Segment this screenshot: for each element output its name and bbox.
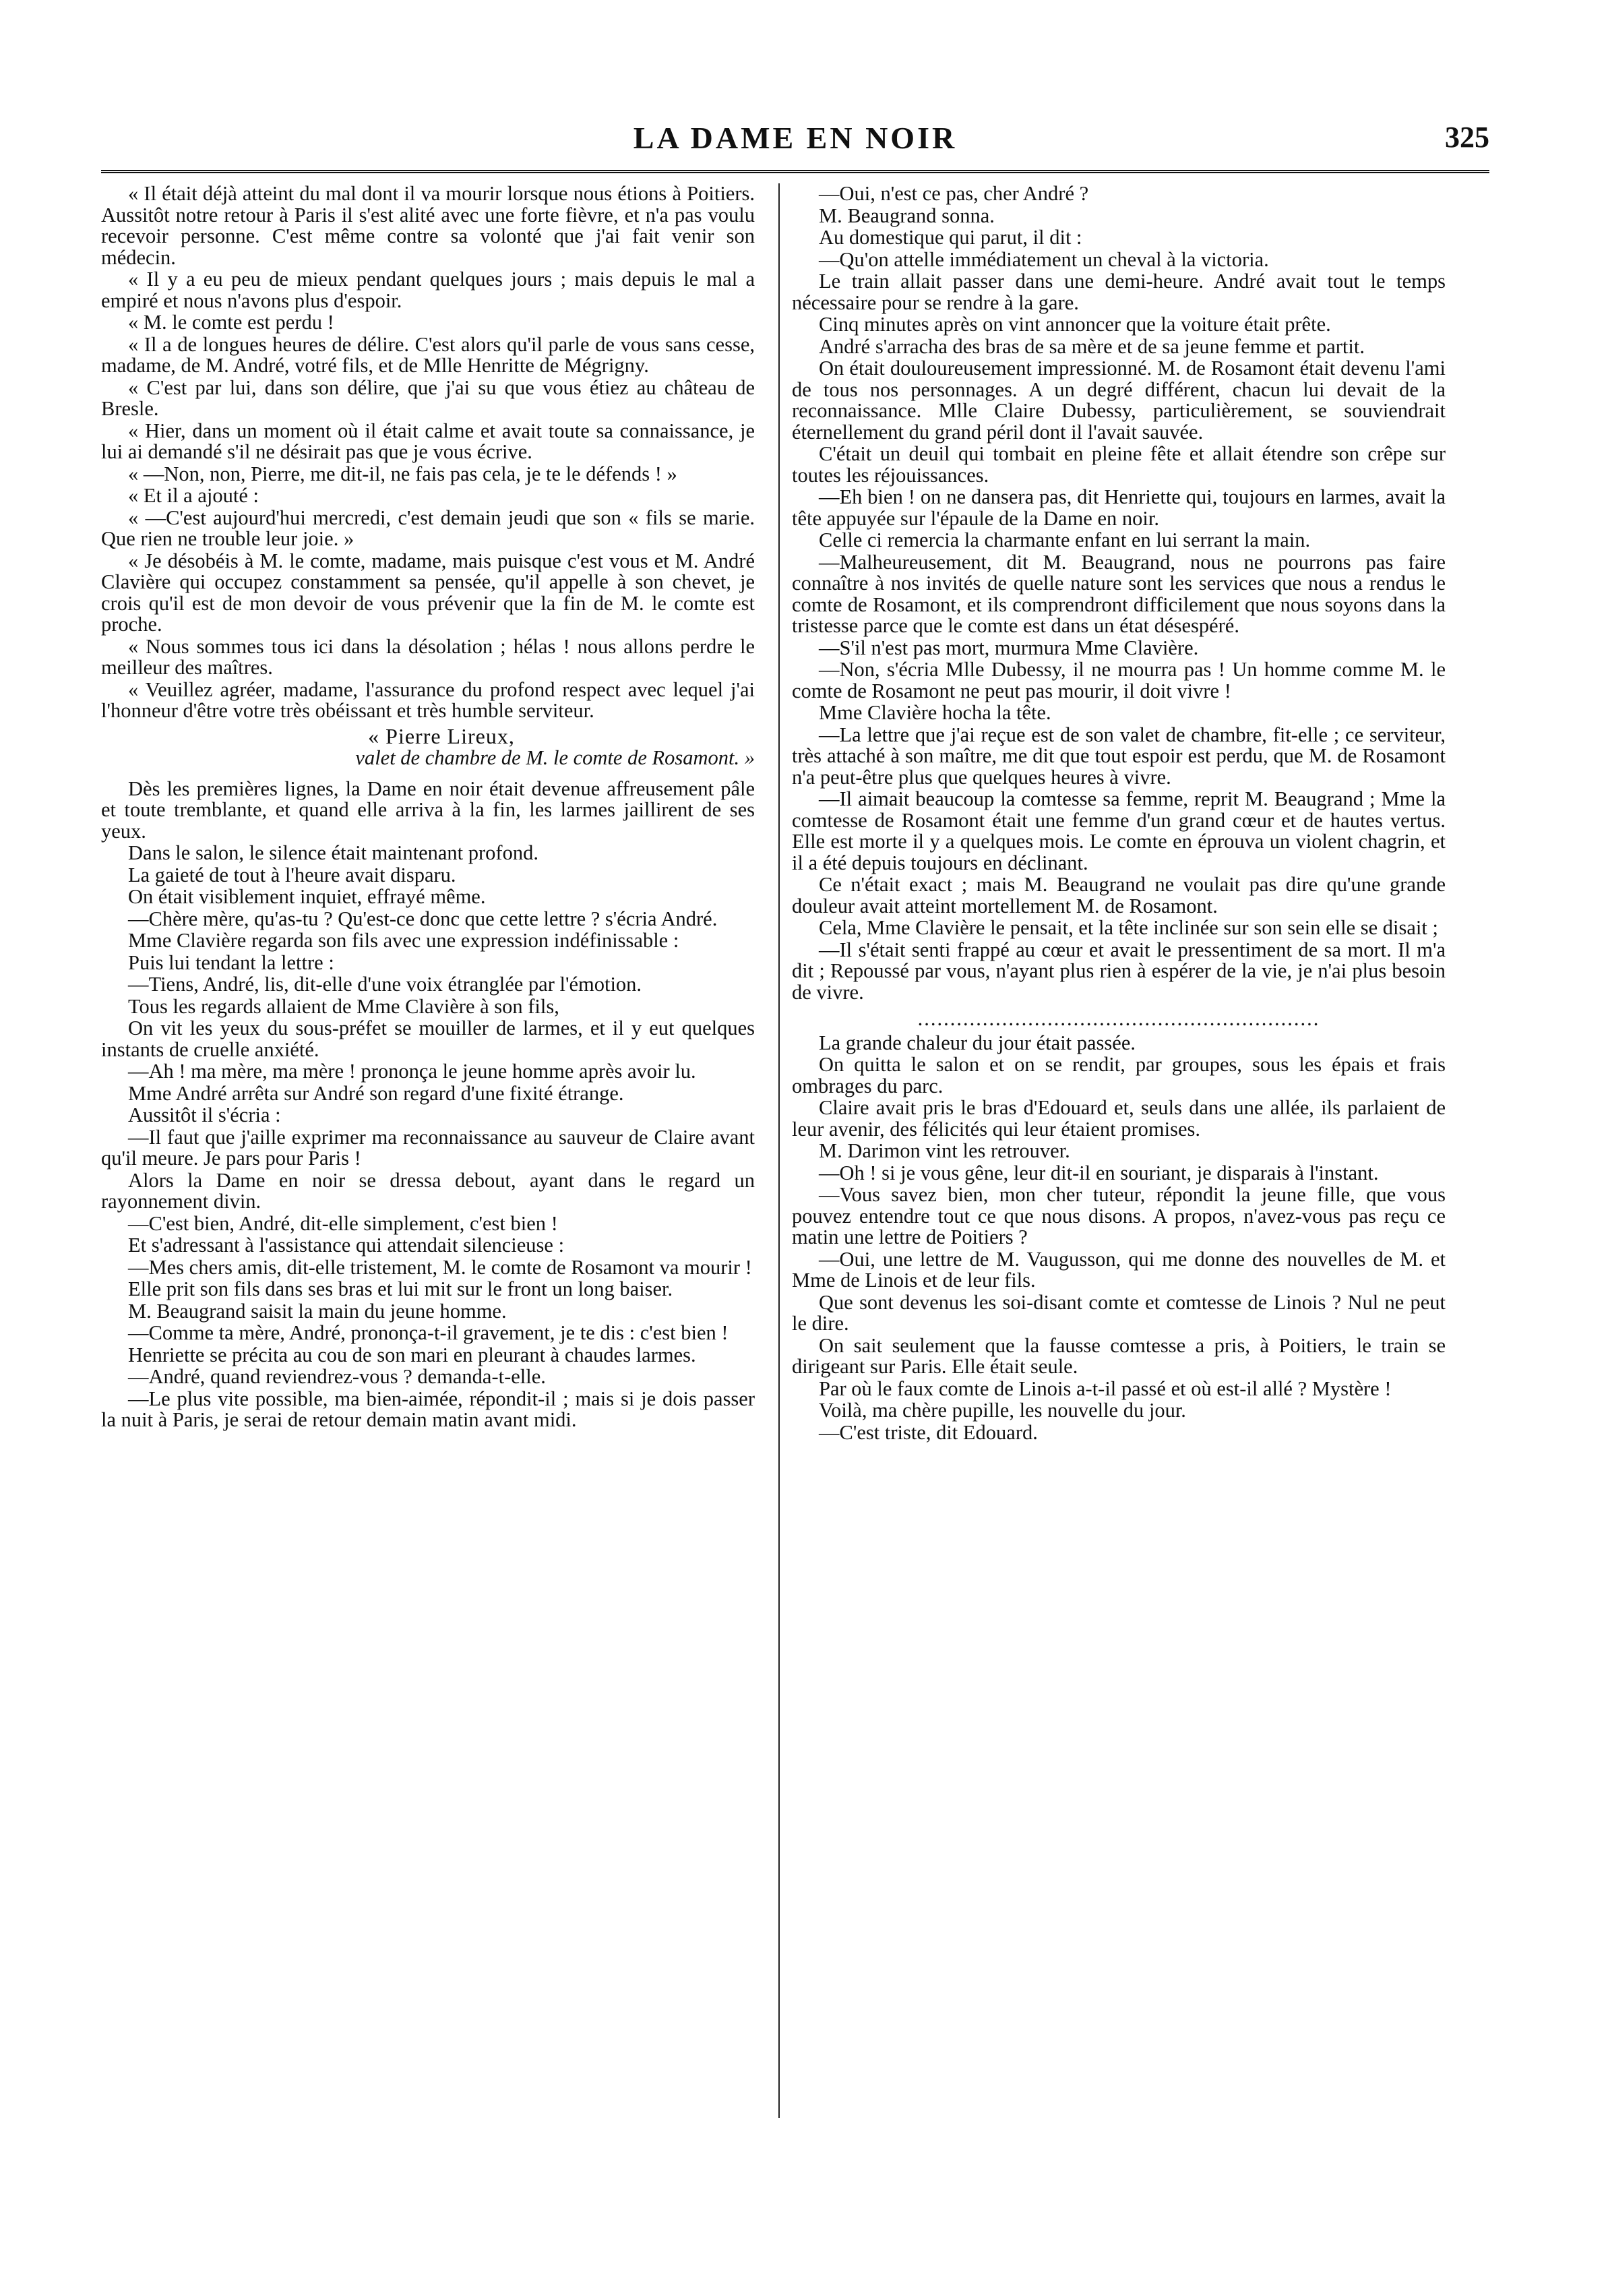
paragraph: —C'est bien, André, dit-elle simplement, c'est bien !	[128, 1211, 558, 1235]
paragraph: —Oh ! si je vous gêne, leur dit-il en souriant, je disparais à l'instant.	[819, 1161, 1379, 1184]
paragraph: —Chère mère, qu'as-tu ? Qu'est-ce donc que cette lettre ? s'écria André.	[128, 907, 718, 930]
paragraph: M. Beaugrand saisit la main du jeune homme.	[128, 1299, 507, 1323]
paragraph: Henriette se précita au cou de son mari en pleurant à chaudes larmes.	[128, 1343, 696, 1366]
paragraph: Et s'adressant à l'assistance qui attendait silencieuse :	[128, 1234, 565, 1257]
paragraph: —Il s'était senti frappé au cœur et avait le pressentiment de sa mort. Il m'a dit ; Repoussé par vous, n'ayant plus rien à espérer de la vie, je n'ai plus besoin de vivre.	[792, 938, 1446, 1004]
paragraph: C'était un deuil qui tombait en pleine fête et allait étendre son crêpe sur toutes les réjouissances.	[792, 442, 1446, 487]
paragraph: On était visiblement inquiet, effrayé même.	[128, 885, 486, 908]
paragraph: Ce n'était exact ; mais M. Beaugrand ne voulait pas dire qu'une grande douleur avait atteint mortellement M. de Rosamont.	[792, 873, 1446, 917]
paragraph: —C'est triste, dit Edouard.	[819, 1420, 1038, 1444]
paragraph: Par où le faux comte de Linois a-t-il passé et où est-il allé ? Mystère !	[819, 1377, 1392, 1400]
paragraph: —Comme ta mère, André, prononça-t-il gravement, je te dis : c'est bien !	[128, 1321, 729, 1344]
paragraph: La grande chaleur du jour était passée.	[819, 1031, 1136, 1054]
paragraph: « Il y a eu peu de mieux pendant quelques jours ; mais depuis le mal a empiré et nous n'avons plus d'espoir.	[101, 268, 755, 312]
paragraph: —Oui, n'est ce pas, cher André ?	[819, 182, 1089, 205]
paragraph: —Mes chers amis, dit-elle tristement, M. le comte de Rosamont va mourir !	[128, 1255, 752, 1279]
paragraph: Le train allait passer dans une demi-heure. André avait tout le temps nécessaire pour se rendre à la gare.	[792, 270, 1446, 314]
paragraph: Que sont devenus les soi-disant comte et comtesse de Linois ? Nul ne peut le dire.	[792, 1290, 1446, 1335]
paragraph: —S'il n'est pas mort, murmura Mme Clavière.	[819, 636, 1199, 659]
paragraph: « Il était déjà atteint du mal dont il va mourir lorsque nous étions à Poitiers. Aussitôt notre retour à Paris il s'est alité avec une forte fièvre, et n'a pas voulu recevoir personne. C'est même contre sa volonté que j'ai fait venir son médecin.	[101, 182, 755, 269]
paragraph: —Malheureusement, dit M. Beaugrand, nous ne pourrons pas faire connaître à nos invités de quelle nature sont les services que nous a rendus le comte de Rosamont, et ils comprendront difficilement que nous soyons dans la tristesse parce que le comte est dans un état désespéré.	[792, 550, 1446, 637]
paragraph: —Non, s'écria Mlle Dubessy, il ne mourra pas ! Un homme comme M. le comte de Rosamont ne peut pas mourir, il doit vivre !	[792, 658, 1446, 702]
paragraph: Aussitôt il s'écria :	[128, 1104, 281, 1126]
paragraph: M. Darimon vint les retrouver.	[819, 1139, 1070, 1162]
running-title: LA DAME EN NOIR	[633, 121, 958, 155]
paragraph: Mme Clavière hocha la tête.	[819, 701, 1051, 724]
column-divider	[778, 183, 780, 2118]
paragraph: M. Beaugrand sonna.	[819, 204, 995, 227]
paragraph: Alors la Dame en noir se dressa debout, ayant dans le regard un rayonnement divin.	[101, 1168, 755, 1213]
page-header	[101, 120, 1489, 160]
paragraph: Claire avait pris le bras d'Edouard et, seuls dans une allée, ils parlaient de leur avenir, des félicités qui leur étaient promises.	[792, 1096, 1446, 1141]
paragraph: Cinq minutes après on vint annoncer que la voiture était prête.	[819, 313, 1331, 336]
paragraph: « Il a de longues heures de délire. C'est alors qu'il parle de vous sans cesse, madame, de M. André, votré fils, et de Mlle Henritte de Mégrigny.	[101, 332, 755, 377]
signature-name: « Pierre Lireux,	[368, 723, 515, 748]
paragraph: Mme André arrêta sur André son regard d'une fixité étrange.	[128, 1081, 624, 1105]
paragraph: —Ah ! ma mère, ma mère ! prononça le jeune homme après avoir lu.	[128, 1060, 696, 1083]
paragraph: « Veuillez agréer, madame, l'assurance du profond respect avec lequel j'ai l'honneur d'être votre très obéissant et très humble serviteur.	[101, 677, 755, 722]
paragraph: —Qu'on attelle immédiatement un cheval à la victoria.	[819, 247, 1269, 271]
paragraph: Cela, Mme Clavière le pensait, et la tête inclinée sur son sein elle se disait ;	[819, 916, 1438, 939]
paragraph: « Hier, dans un moment où il était calme et avait toute sa connaissance, je lui ai demandé s'il ne désirait pas que je vous écrive.	[101, 419, 755, 463]
paragraph: —Il faut que j'aille exprimer ma reconnaissance au sauveur de Claire avant qu'il meure. Je pars pour Paris !	[101, 1125, 755, 1170]
section-break-dots: ..............................................................	[917, 1007, 1320, 1030]
paragraph: —Oui, une lettre de M. Vaugusson, qui me donne des nouvelles de M. et Mme de Linois et de leur fils.	[792, 1247, 1446, 1292]
paragraph: On vit les yeux du sous-préfet se mouiller de larmes, et il y eut quelques instants de cruelle anxiété.	[101, 1017, 755, 1061]
paragraph: —Eh bien ! on ne dansera pas, dit Henriette qui, toujours en larmes, avait la tête appuyée sur l'épaule de la Dame en noir.	[792, 485, 1446, 530]
paragraph: Puis lui tendant la lettre :	[128, 950, 334, 974]
header-rule	[101, 170, 1489, 173]
paragraph: Dans le salon, le silence était maintenant profond.	[128, 841, 538, 864]
paragraph: —André, quand reviendrez-vous ? demanda-t-elle.	[128, 1365, 546, 1388]
paragraph: Tous les regards allaient de Mme Clavière à son fils,	[128, 994, 559, 1018]
paragraph: Dès les premières lignes, la Dame en noir était devenue affreusement pâle et toute tremblante, et quand elle arriva à la fin, les larmes jaillirent de ses yeux.	[101, 777, 755, 843]
paragraph: « Et il a ajouté :	[128, 484, 259, 507]
paragraph: La gaieté de tout à l'heure avait disparu.	[128, 863, 456, 886]
paragraph: Elle prit son fils dans ses bras et lui mit sur le front un long baiser.	[128, 1277, 673, 1300]
paragraph: —Vous savez bien, mon cher tuteur, répondit la jeune fille, que vous pouvez entendre tout ce que nous disons. A propos, n'avez-vous pas reçu ce matin une lettre de Poitiers ?	[792, 1183, 1446, 1248]
paragraph: « Je désobéis à M. le comte, madame, mais puisque c'est vous et M. André Clavière qui occupez constamment sa pensée, qu'il appelle à son chevet, je crois qu'il est de mon devoir de vous prévenir que la fin de M. le comte est proche.	[101, 549, 755, 636]
paragraph: Mme Clavière regarda son fils avec une expression indéfinissable :	[128, 929, 679, 952]
paragraph: « —Non, non, Pierre, me dit-il, ne fais pas cela, je te le défends ! »	[128, 462, 677, 485]
paragraph: —La lettre que j'ai reçue est de son valet de chambre, fit-elle ; ce serviteur, très attaché à son maître, me dit que tout espoir est perdu, que M. de Rosamont n'a peut-être plus que quelques heures à vivre.	[792, 723, 1446, 789]
paragraph: « M. le comte est perdu !	[128, 311, 334, 334]
right-column	[792, 183, 1446, 1444]
left-column	[101, 183, 755, 1432]
paragraph: —Le plus vite possible, ma bien-aimée, répondit-il ; mais si je dois passer la nuit à Paris, je serai de retour demain matin avant midi.	[101, 1387, 755, 1431]
paragraph: On quitta le salon et on se rendit, par groupes, sous les épais et frais ombrages du parc.	[792, 1053, 1446, 1097]
paragraph: On était douloureusement impressionné. M. de Rosamont était devenu l'ami de tous nos personnages. A un degré différent, chacun lui devait de la reconnaissance. Mlle Claire Dubessy, particulièrement, se souviendrait éternellement du grand péril dont il l'avait sauvée.	[792, 357, 1446, 444]
paragraph: André s'arracha des bras de sa mère et de sa jeune femme et partit.	[819, 334, 1365, 358]
paragraph: « C'est par lui, dans son délire, que j'ai su que vous étiez au château de Bresle.	[101, 375, 755, 420]
paragraph: Au domestique qui parut, il dit :	[819, 226, 1082, 249]
signature-role: valet de chambre de M. le comte de Rosamont. »	[355, 746, 755, 769]
paragraph: On sait seulement que la fausse comtesse a pris, à Poitiers, le train se dirigeant sur Paris. Elle était seule.	[792, 1333, 1446, 1378]
paragraph: « —C'est aujourd'hui mercredi, c'est demain jeudi que son « fils se marie. Que rien ne trouble leur joie. »	[101, 506, 755, 550]
page-number: 325	[1445, 121, 1489, 154]
paragraph: « Nous sommes tous ici dans la désolation ; hélas ! nous allons perdre le meilleur des maîtres.	[101, 634, 755, 679]
paragraph: —Tiens, André, lis, dit-elle d'une voix étranglée par l'émotion.	[128, 973, 642, 996]
paragraph: Voilà, ma chère pupille, les nouvelle du jour.	[819, 1399, 1186, 1422]
paragraph: Celle ci remercia la charmante enfant en lui serrant la main.	[819, 528, 1311, 551]
paragraph: —Il aimait beaucoup la comtesse sa femme, reprit M. Beaugrand ; Mme la comtesse de Rosamont était une femme d'un grand cœur et de hautes vertus. Elle est morte il y a quelques mois. Le comte en éprouva un violent chagrin, et il a été depuis toujours en déclinant.	[792, 787, 1446, 874]
